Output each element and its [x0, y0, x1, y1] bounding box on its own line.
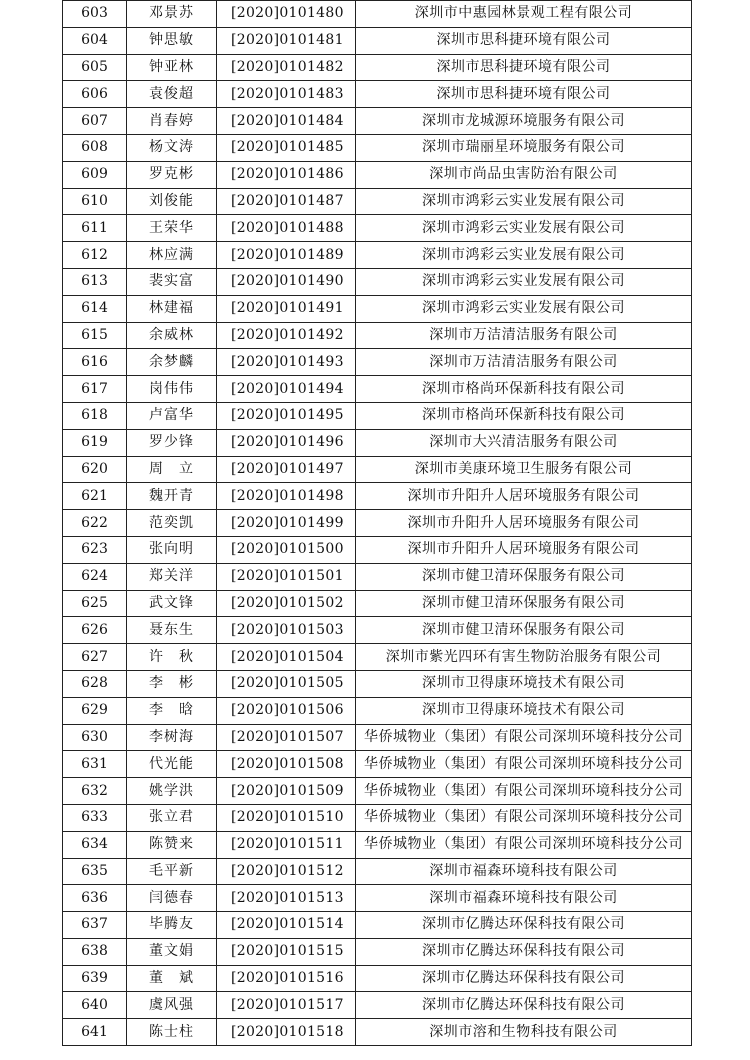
table-row — [63, 322, 692, 349]
certificate-number: [2020]0101487 — [217, 188, 356, 215]
table-row — [63, 188, 692, 215]
table-row — [63, 644, 692, 671]
company-name: 深圳市思科捷环境有限公司 — [356, 54, 692, 81]
person-name: 许 秋 — [127, 644, 217, 671]
company-name: 深圳市龙城源环境服务有限公司 — [356, 108, 692, 135]
row-number: 621 — [63, 483, 127, 510]
certificate-number: [2020]0101511 — [217, 831, 356, 858]
row-number: 605 — [63, 54, 127, 81]
company-name: 深圳市思科捷环境有限公司 — [356, 27, 692, 54]
person-name: 董 斌 — [127, 965, 217, 992]
certificate-number: [2020]0101489 — [217, 242, 356, 269]
table-row — [63, 134, 692, 161]
certificate-number: [2020]0101494 — [217, 376, 356, 403]
row-number: 606 — [63, 81, 127, 108]
person-name: 毕腾友 — [127, 912, 217, 939]
table-row — [63, 670, 692, 697]
person-name: 周 立 — [127, 456, 217, 483]
person-name: 罗克彬 — [127, 161, 217, 188]
row-number: 632 — [63, 778, 127, 805]
company-name: 深圳市卫得康环境技术有限公司 — [356, 697, 692, 724]
person-name: 杨文涛 — [127, 134, 217, 161]
certificate-number: [2020]0101499 — [217, 510, 356, 537]
row-number: 616 — [63, 349, 127, 376]
person-name: 张向明 — [127, 536, 217, 563]
company-name: 深圳市瑞丽星环境服务有限公司 — [356, 134, 692, 161]
company-name: 深圳市格尚环保新科技有限公司 — [356, 376, 692, 403]
table-row — [63, 483, 692, 510]
person-name: 钟思敏 — [127, 27, 217, 54]
person-name: 王荣华 — [127, 215, 217, 242]
row-number: 627 — [63, 644, 127, 671]
person-name: 钟亚林 — [127, 54, 217, 81]
company-name: 深圳市升阳升人居环境服务有限公司 — [356, 483, 692, 510]
company-name: 深圳市中惠园林景观工程有限公司 — [356, 1, 692, 28]
row-number: 636 — [63, 885, 127, 912]
company-name: 深圳市健卫清环保服务有限公司 — [356, 590, 692, 617]
table-row — [63, 724, 692, 751]
certificate-number: [2020]0101481 — [217, 27, 356, 54]
company-name: 深圳市福森环境科技有限公司 — [356, 858, 692, 885]
person-name: 李 彬 — [127, 670, 217, 697]
company-name: 深圳市亿腾达环保科技有限公司 — [356, 992, 692, 1019]
table-row — [63, 965, 692, 992]
row-number: 615 — [63, 322, 127, 349]
certificate-number: [2020]0101514 — [217, 912, 356, 939]
row-number: 607 — [63, 108, 127, 135]
company-name: 深圳市溶和生物科技有限公司 — [356, 1019, 692, 1046]
row-number: 634 — [63, 831, 127, 858]
person-name: 姚学洪 — [127, 778, 217, 805]
company-name: 深圳市鸿彩云实业发展有限公司 — [356, 242, 692, 269]
certificate-number: [2020]0101501 — [217, 563, 356, 590]
company-name: 深圳市升阳升人居环境服务有限公司 — [356, 536, 692, 563]
row-number: 628 — [63, 670, 127, 697]
row-number: 623 — [63, 536, 127, 563]
company-name: 深圳市格尚环保新科技有限公司 — [356, 402, 692, 429]
certificate-number: [2020]0101490 — [217, 268, 356, 295]
row-number: 637 — [63, 912, 127, 939]
person-name: 李 晗 — [127, 697, 217, 724]
table-row — [63, 831, 692, 858]
table-row — [63, 804, 692, 831]
company-name: 深圳市鸿彩云实业发展有限公司 — [356, 215, 692, 242]
certificate-number: [2020]0101513 — [217, 885, 356, 912]
person-name: 范奕凯 — [127, 510, 217, 537]
table-row — [63, 858, 692, 885]
row-number: 641 — [63, 1019, 127, 1046]
certificate-number: [2020]0101483 — [217, 81, 356, 108]
table-row — [63, 938, 692, 965]
company-name: 华侨城物业（集团）有限公司深圳环境科技分公司 — [356, 804, 692, 831]
certificate-number: [2020]0101512 — [217, 858, 356, 885]
certificate-number: [2020]0101495 — [217, 402, 356, 429]
person-name: 刘俊能 — [127, 188, 217, 215]
person-name: 虞风强 — [127, 992, 217, 1019]
certificate-number: [2020]0101497 — [217, 456, 356, 483]
company-name: 深圳市紫光四环有害生物防治服务有限公司 — [356, 644, 692, 671]
row-number: 626 — [63, 617, 127, 644]
certificate-number: [2020]0101486 — [217, 161, 356, 188]
company-name: 深圳市万洁清洁服务有限公司 — [356, 322, 692, 349]
company-name: 华侨城物业（集团）有限公司深圳环境科技分公司 — [356, 751, 692, 778]
person-name: 代光能 — [127, 751, 217, 778]
company-name: 深圳市亿腾达环保科技有限公司 — [356, 912, 692, 939]
row-number: 610 — [63, 188, 127, 215]
table-row — [63, 617, 692, 644]
row-number: 624 — [63, 563, 127, 590]
table-row — [63, 778, 692, 805]
certificate-number: [2020]0101505 — [217, 670, 356, 697]
company-name: 深圳市亿腾达环保科技有限公司 — [356, 938, 692, 965]
row-number: 620 — [63, 456, 127, 483]
row-number: 604 — [63, 27, 127, 54]
person-name: 郑关洋 — [127, 563, 217, 590]
row-number: 613 — [63, 268, 127, 295]
table-row — [63, 161, 692, 188]
person-name: 卢富华 — [127, 402, 217, 429]
table-row — [63, 429, 692, 456]
certificate-number: [2020]0101509 — [217, 778, 356, 805]
row-number: 622 — [63, 510, 127, 537]
certificate-number: [2020]0101516 — [217, 965, 356, 992]
person-name: 陈赞来 — [127, 831, 217, 858]
certificate-number: [2020]0101493 — [217, 349, 356, 376]
row-number: 640 — [63, 992, 127, 1019]
company-name: 深圳市鸿彩云实业发展有限公司 — [356, 188, 692, 215]
company-name: 华侨城物业（集团）有限公司深圳环境科技分公司 — [356, 778, 692, 805]
row-number: 617 — [63, 376, 127, 403]
company-name: 深圳市鸿彩云实业发展有限公司 — [356, 295, 692, 322]
person-name: 武文锋 — [127, 590, 217, 617]
company-name: 深圳市鸿彩云实业发展有限公司 — [356, 268, 692, 295]
row-number: 614 — [63, 295, 127, 322]
person-name: 余梦麟 — [127, 349, 217, 376]
company-name: 深圳市健卫清环保服务有限公司 — [356, 617, 692, 644]
table-row — [63, 215, 692, 242]
row-number: 609 — [63, 161, 127, 188]
table-row — [63, 590, 692, 617]
table-row — [63, 885, 692, 912]
person-name: 毛平新 — [127, 858, 217, 885]
table-row — [63, 349, 692, 376]
person-name: 罗少锋 — [127, 429, 217, 456]
certificate-number: [2020]0101508 — [217, 751, 356, 778]
row-number: 631 — [63, 751, 127, 778]
table-row — [63, 456, 692, 483]
table-row — [63, 81, 692, 108]
table-row — [63, 510, 692, 537]
person-name: 余威林 — [127, 322, 217, 349]
table-row — [63, 697, 692, 724]
person-name: 魏开青 — [127, 483, 217, 510]
certificate-number: [2020]0101503 — [217, 617, 356, 644]
table-row — [63, 563, 692, 590]
certificate-number: [2020]0101507 — [217, 724, 356, 751]
table-row — [63, 992, 692, 1019]
row-number: 629 — [63, 697, 127, 724]
person-name: 岗伟伟 — [127, 376, 217, 403]
row-number: 635 — [63, 858, 127, 885]
row-number: 639 — [63, 965, 127, 992]
row-number: 630 — [63, 724, 127, 751]
table-row — [63, 268, 692, 295]
certificate-number: [2020]0101510 — [217, 804, 356, 831]
row-number: 608 — [63, 134, 127, 161]
certificate-number: [2020]0101502 — [217, 590, 356, 617]
certificate-number: [2020]0101488 — [217, 215, 356, 242]
company-name: 华侨城物业（集团）有限公司深圳环境科技分公司 — [356, 831, 692, 858]
table-row — [63, 108, 692, 135]
certificate-number: [2020]0101484 — [217, 108, 356, 135]
table-row — [63, 54, 692, 81]
table-row — [63, 751, 692, 778]
company-name: 深圳市亿腾达环保科技有限公司 — [356, 965, 692, 992]
certificate-number: [2020]0101496 — [217, 429, 356, 456]
certificate-number: [2020]0101485 — [217, 134, 356, 161]
person-name: 聂东生 — [127, 617, 217, 644]
certificate-number: [2020]0101480 — [217, 1, 356, 28]
person-name: 闫德春 — [127, 885, 217, 912]
row-number: 618 — [63, 402, 127, 429]
table-body — [63, 1, 692, 1046]
person-name: 林应满 — [127, 242, 217, 269]
certificate-number: [2020]0101492 — [217, 322, 356, 349]
company-name: 深圳市尚品虫害防治有限公司 — [356, 161, 692, 188]
company-name: 深圳市大兴清洁服务有限公司 — [356, 429, 692, 456]
person-name: 肖春婷 — [127, 108, 217, 135]
person-name: 董文娟 — [127, 938, 217, 965]
certificate-number: [2020]0101498 — [217, 483, 356, 510]
certificate-number: [2020]0101506 — [217, 697, 356, 724]
company-name: 深圳市福森环境科技有限公司 — [356, 885, 692, 912]
company-name: 深圳市万洁清洁服务有限公司 — [356, 349, 692, 376]
certificate-number: [2020]0101500 — [217, 536, 356, 563]
company-name: 深圳市卫得康环境技术有限公司 — [356, 670, 692, 697]
row-number: 619 — [63, 429, 127, 456]
table-row — [63, 912, 692, 939]
certificate-number: [2020]0101491 — [217, 295, 356, 322]
company-name: 深圳市升阳升人居环境服务有限公司 — [356, 510, 692, 537]
table-row — [63, 242, 692, 269]
certificate-number: [2020]0101515 — [217, 938, 356, 965]
row-number: 603 — [63, 1, 127, 28]
company-name: 深圳市思科捷环境有限公司 — [356, 81, 692, 108]
certificate-number: [2020]0101482 — [217, 54, 356, 81]
table-row — [63, 27, 692, 54]
row-number: 638 — [63, 938, 127, 965]
row-number: 633 — [63, 804, 127, 831]
certificate-number: [2020]0101517 — [217, 992, 356, 1019]
certificate-number: [2020]0101504 — [217, 644, 356, 671]
person-name: 陈士柱 — [127, 1019, 217, 1046]
person-name: 张立君 — [127, 804, 217, 831]
table-row — [63, 295, 692, 322]
table-row — [63, 376, 692, 403]
person-name: 裴实富 — [127, 268, 217, 295]
table-row — [63, 1, 692, 28]
row-number: 612 — [63, 242, 127, 269]
person-name: 邓景苏 — [127, 1, 217, 28]
company-name: 深圳市美康环境卫生服务有限公司 — [356, 456, 692, 483]
table-row — [63, 402, 692, 429]
person-name: 林建福 — [127, 295, 217, 322]
table-row — [63, 1019, 692, 1046]
company-name: 深圳市健卫清环保服务有限公司 — [356, 563, 692, 590]
table-row — [63, 536, 692, 563]
person-name: 李树海 — [127, 724, 217, 751]
certificate-number: [2020]0101518 — [217, 1019, 356, 1046]
row-number: 625 — [63, 590, 127, 617]
person-name: 袁俊超 — [127, 81, 217, 108]
row-number: 611 — [63, 215, 127, 242]
certificate-table — [62, 0, 692, 1046]
company-name: 华侨城物业（集团）有限公司深圳环境科技分公司 — [356, 724, 692, 751]
